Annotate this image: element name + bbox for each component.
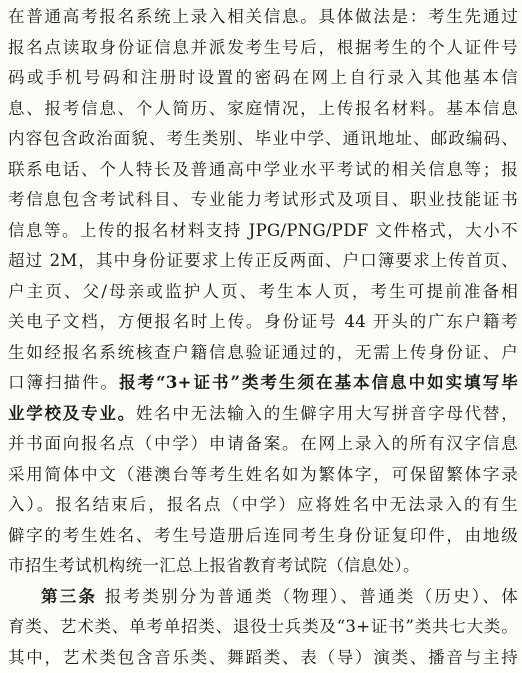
text-line [8,2,518,33]
text-segment: 关电子文档，方便报名时上传。身份证号 44 开头的广东户籍考 [8,312,518,331]
text-line [8,277,518,308]
text-line [8,338,518,369]
text-segment: 考信息包含考试科目、专业能力考试形式及项目、职业技能证书 [8,190,518,209]
text-line [8,551,518,582]
text-segment: 报考类别分为普通类（物理）、普通类（历史）、体 [97,587,518,606]
text-line [8,307,518,338]
text-line [8,460,518,491]
text-segment: 姓名中无法输入的生僻字用大写拼音字母代替， [136,404,518,423]
text-segment: 市招生考试机构统一汇总上报省教育考试院（信息处）。 [8,556,420,575]
text-segment: 口簿扫描件。 [8,373,119,392]
text-segment: 生如经报名系统核查户籍信息验证通过的，无需上传身份证、户 [8,343,518,362]
text-line [8,429,518,460]
text-line [8,124,518,155]
text-segment: 其中，艺术类包含音乐类、舞蹈类、表（导）演类、播音与主持 [8,648,518,667]
text-line [8,33,518,64]
text-segment: 育类、艺术类、单考单招类、退役士兵类及“3+证书”类共七大类。 [8,617,518,636]
text-line [8,63,518,94]
text-segment: 入）。报名结束后，报名点（中学）应将姓名中无法录入的有生 [8,495,518,514]
text-segment: 僻字的考生姓名、考生号造册后连同考生身份证复印件，由地级 [8,526,518,545]
text-line [8,94,518,125]
text-line [8,246,518,277]
text-segment: 内容包含政治面貌、考生类别、毕业中学、通讯地址、邮政编码、 [8,129,518,148]
text-line [8,582,518,613]
text-line [8,216,518,247]
text-line [8,368,518,399]
text-segment: 码或手机号码和注册时设置的密码在网上自行录入其他基本信 [8,68,518,87]
article-number: 第三条 [41,587,97,606]
text-segment: 信息等。上传的报名材料支持 JPG/PNG/PDF 文件格式，大小不 [8,221,518,240]
text-segment: 并书面向报名点（中学）申请备案。在网上录入的所有汉字信息 [8,434,518,453]
text-segment: 联系电话、个人特长及普通高中学业水平考试的相关信息等；报 [8,160,518,179]
document-body-text [8,2,518,673]
text-line [8,643,518,673]
text-line [8,521,518,552]
emphasized-text: 报考“3+证书”类考生须在基本信息中如实填写毕 [119,373,518,392]
text-line [8,490,518,521]
text-segment: 在普通高考报名系统上录入相关信息。具体做法是：考生先通过 [8,7,518,26]
emphasized-text: 业学校及专业。 [8,404,136,423]
text-line [8,155,518,186]
text-segment: 超过 2M，其中身份证要求上传正反两面、户口簿要求上传首页、 [8,251,518,270]
text-segment: 采用简体中文（港澳台等考生姓名如为繁体字，可保留繁体字录 [8,465,518,484]
text-line [8,185,518,216]
text-line [8,399,518,430]
text-segment: 息、报考信息、个人简历、家庭情况，上传报名材料。基本信息 [8,99,518,118]
text-segment: 报名点读取身份证信息并派发考生号后，根据考生的个人证件号 [8,38,518,57]
text-segment: 户主页、父/母亲或监护人页、考生本人页，考生可提前准备相 [8,282,518,301]
